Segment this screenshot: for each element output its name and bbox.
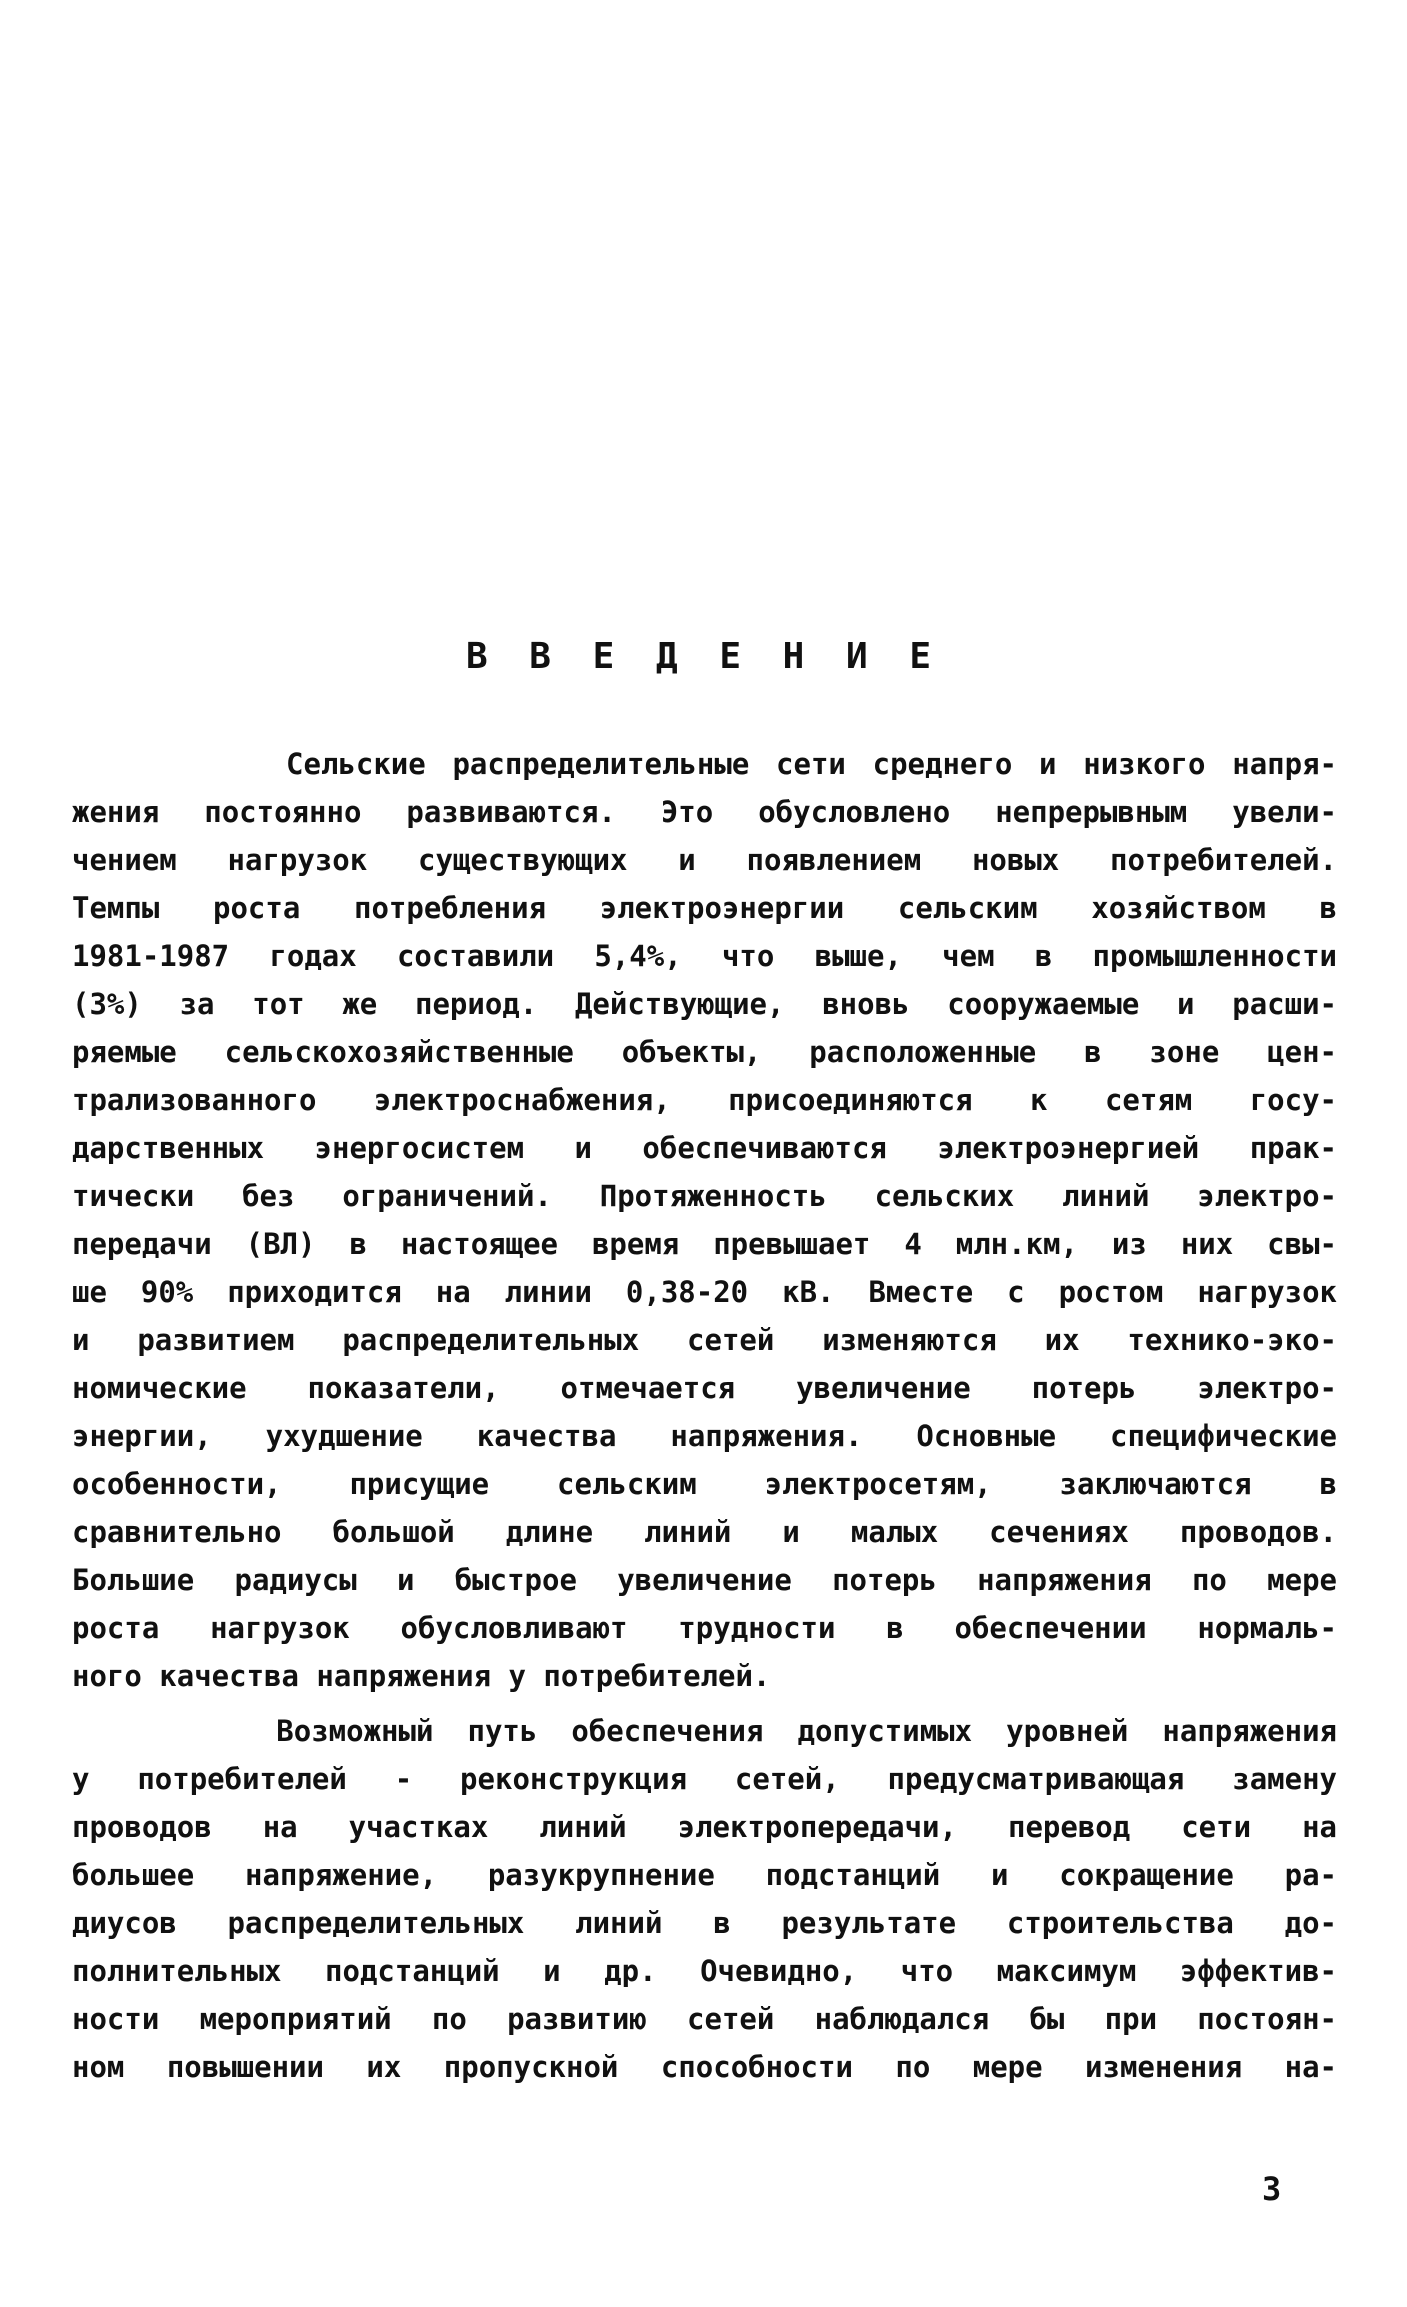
- paragraph-line: Темпы роста потребления электроэнергии сельским хозяйством в: [72, 891, 1337, 925]
- page-number: 3: [1262, 2170, 1282, 2208]
- paragraph-line: ше 90% приходится на линии 0,38-20 кВ. Вместе с ростом нагрузок: [72, 1275, 1337, 1309]
- paragraph-line: передачи (ВЛ) в настоящее время превышает 4 млн.км, из них свы-: [72, 1227, 1337, 1261]
- paragraph-line: особенности, присущие сельским электросетям, заключаются в: [72, 1467, 1337, 1501]
- paragraph-line: большее напряжение, разукрупнение подстанций и сокращение ра-: [72, 1858, 1337, 1892]
- paragraph-line: энергии, ухудшение качества напряжения. Основные специфические: [72, 1419, 1337, 1453]
- paragraph-line: ряемые сельскохозяйственные объекты, расположенные в зоне цен-: [72, 1035, 1337, 1069]
- paragraph-line: роста нагрузок обусловливают трудности в обеспечении нормаль-: [72, 1611, 1337, 1645]
- paragraph-line: у потребителей - реконструкция сетей, предусматривающая замену: [72, 1762, 1337, 1796]
- paragraph-line: (3%) за тот же период. Действующие, вновь сооружаемые и расши-: [72, 987, 1337, 1021]
- paragraph-line: жения постоянно развиваются. Это обусловлено непрерывным увели-: [72, 795, 1337, 829]
- paragraph-line: Большие радиусы и быстрое увеличение потерь напряжения по мере: [72, 1563, 1337, 1597]
- paragraph-line: номические показатели, отмечается увеличение потерь электро-: [72, 1371, 1337, 1405]
- paragraph-line: ности мероприятий по развитию сетей наблюдался бы при постоян-: [72, 2002, 1337, 2036]
- paragraph-line: дарственных энергосистем и обеспечиваются электроэнергией прак-: [72, 1131, 1337, 1165]
- paragraph-line: 1981-1987 годах составили 5,4%, что выше, чем в промышленности: [72, 939, 1337, 973]
- paragraph-line: полнительных подстанций и др. Очевидно, что максимум эффектив-: [72, 1954, 1337, 1988]
- paragraph-line: тически без ограничений. Протяженность сельских линий электро-: [72, 1179, 1337, 1213]
- paragraph-line: проводов на участках линий электропередачи, перевод сети на: [72, 1810, 1337, 1844]
- paragraph-line: чением нагрузок существующих и появлением новых потребителей.: [72, 843, 1337, 877]
- paragraph-line: Сельские распределительные сети среднего и низкого напря-: [72, 747, 1337, 781]
- paragraph-line: ном повышении их пропускной способности по мере изменения на-: [72, 2050, 1337, 2084]
- paragraph-1: [72, 740, 1337, 1700]
- paragraph-line: Возможный путь обеспечения допустимых уровней напряжения: [72, 1714, 1337, 1748]
- paragraph-line: ного качества напряжения у потребителей.: [72, 1659, 771, 1693]
- paragraph-line: диусов распределительных линий в результате строительства до-: [72, 1906, 1337, 1940]
- page-title: В В Е Д Е Н И Е: [465, 636, 942, 677]
- paragraph-line: и развитием распределительных сетей изменяются их технико-эко-: [72, 1323, 1337, 1357]
- paragraph-line: сравнительно большой длине линий и малых сечениях проводов.: [72, 1515, 1337, 1549]
- paragraph-line: трализованного электроснабжения, присоединяются к сетям госу-: [72, 1083, 1337, 1117]
- paragraph-2: [72, 1707, 1337, 2091]
